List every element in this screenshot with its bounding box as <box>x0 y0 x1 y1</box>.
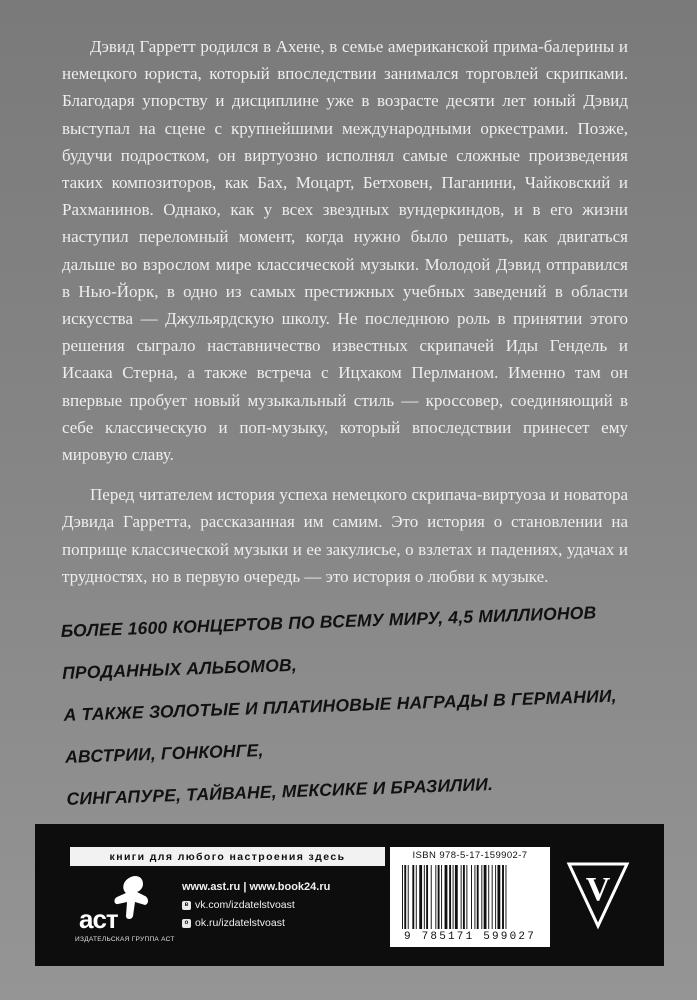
imprint-v-icon <box>565 860 631 930</box>
footer-tagline: книги для любого настроения здесь <box>70 847 385 866</box>
vk-link[interactable] <box>182 896 330 914</box>
book-description <box>62 33 628 603</box>
promo-line-3: СИНГАПУРЕ, ТАЙВАНЕ, МЕКСИКЕ И БРАЗИЛИИ. <box>66 773 494 809</box>
barcode-icon <box>400 865 540 929</box>
publisher-logo <box>75 874 175 949</box>
vk-link-text: vk.com/izdatelstvoast <box>195 899 295 911</box>
ok-link-text: ok.ru/izdatelstvoast <box>195 917 285 929</box>
publisher-links <box>182 878 330 932</box>
barcode <box>390 847 550 947</box>
ok-link[interactable] <box>182 914 330 932</box>
websites-link[interactable]: www.ast.ru | www.book24.ru <box>182 881 331 893</box>
publisher-caption: ИЗДАТЕЛЬСКАЯ ГРУППА АСТ <box>75 936 175 943</box>
vk-icon: в <box>182 901 191 910</box>
promo-achievements <box>60 589 667 820</box>
promo-line-2: А ТАКЖЕ ЗОЛОТЫЕ И ПЛАТИНОВЫЕ НАГРАДЫ В ГЕРМАНИИ, АВСТРИИ, ГОНКОНГЕ, <box>63 685 617 767</box>
ok-icon: о <box>182 919 191 928</box>
isbn-label: ISBN 978-5-17-159902-7 <box>412 850 528 861</box>
barcode-number: 9 785171 599027 <box>403 931 537 943</box>
description-paragraph-2: Перед читателем история успеха немецкого скрипача-виртуоза и новатора Дэвида Гарретта, рассказанная им самим. Это история о становлении на поприще классической музыки и ее закулисье, о взлетах и падениях, удачах и трудностях, но в первую очередь — это история о любви к музыке. <box>62 485 628 586</box>
imprint-letter: V <box>585 871 611 908</box>
publisher-logo-text: аст <box>79 904 118 934</box>
promo-line-1: БОЛЕЕ 1600 КОНЦЕРТОВ ПО ВСЕМУ МИРУ, 4,5 МИЛЛИОНОВ ПРОДАННЫХ АЛЬБОМОВ, <box>60 602 597 683</box>
description-paragraph-1: Дэвид Гарретт родился в Ахене, в семье американской прима-балерины и немецкого юриста, который впоследствии занимался торговлей скрипками. Благодаря упорству и дисциплине уже в возрасте десяти лет юный Дэвид выступал на сцене с крупнейшими международными оркестрами. Позже, будучи подростком, он виртуозно исполнял самые сложные произведения таких композиторов, как Бах, Моцарт, Бетховен, Паганини, Чайковский и Рахманинов. Однако, как у всех звездных вундеркиндов, и в его жизни наступил переломный момент, когда нужно было решать, как двигаться дальше во взрослом мире классической музыки. Молодой Дэвид отправился в Нью-Йорк, в одно из самых престижных учебных заведений в области искусства — Джульярдскую школу. Не последнюю роль в принятии этого решения сыграло наставничество известных скрипачей Иды Гендель и Исаака Стерна, а также встреча с Ицхаком Перлманом. Именно там он впервые пробует новый музыкальный стиль — кроссовер, соединяющий в себе классическую и поп-музыку, который впоследствии принесет ему мировую славу. <box>62 37 628 465</box>
publisher-footer <box>35 824 664 966</box>
